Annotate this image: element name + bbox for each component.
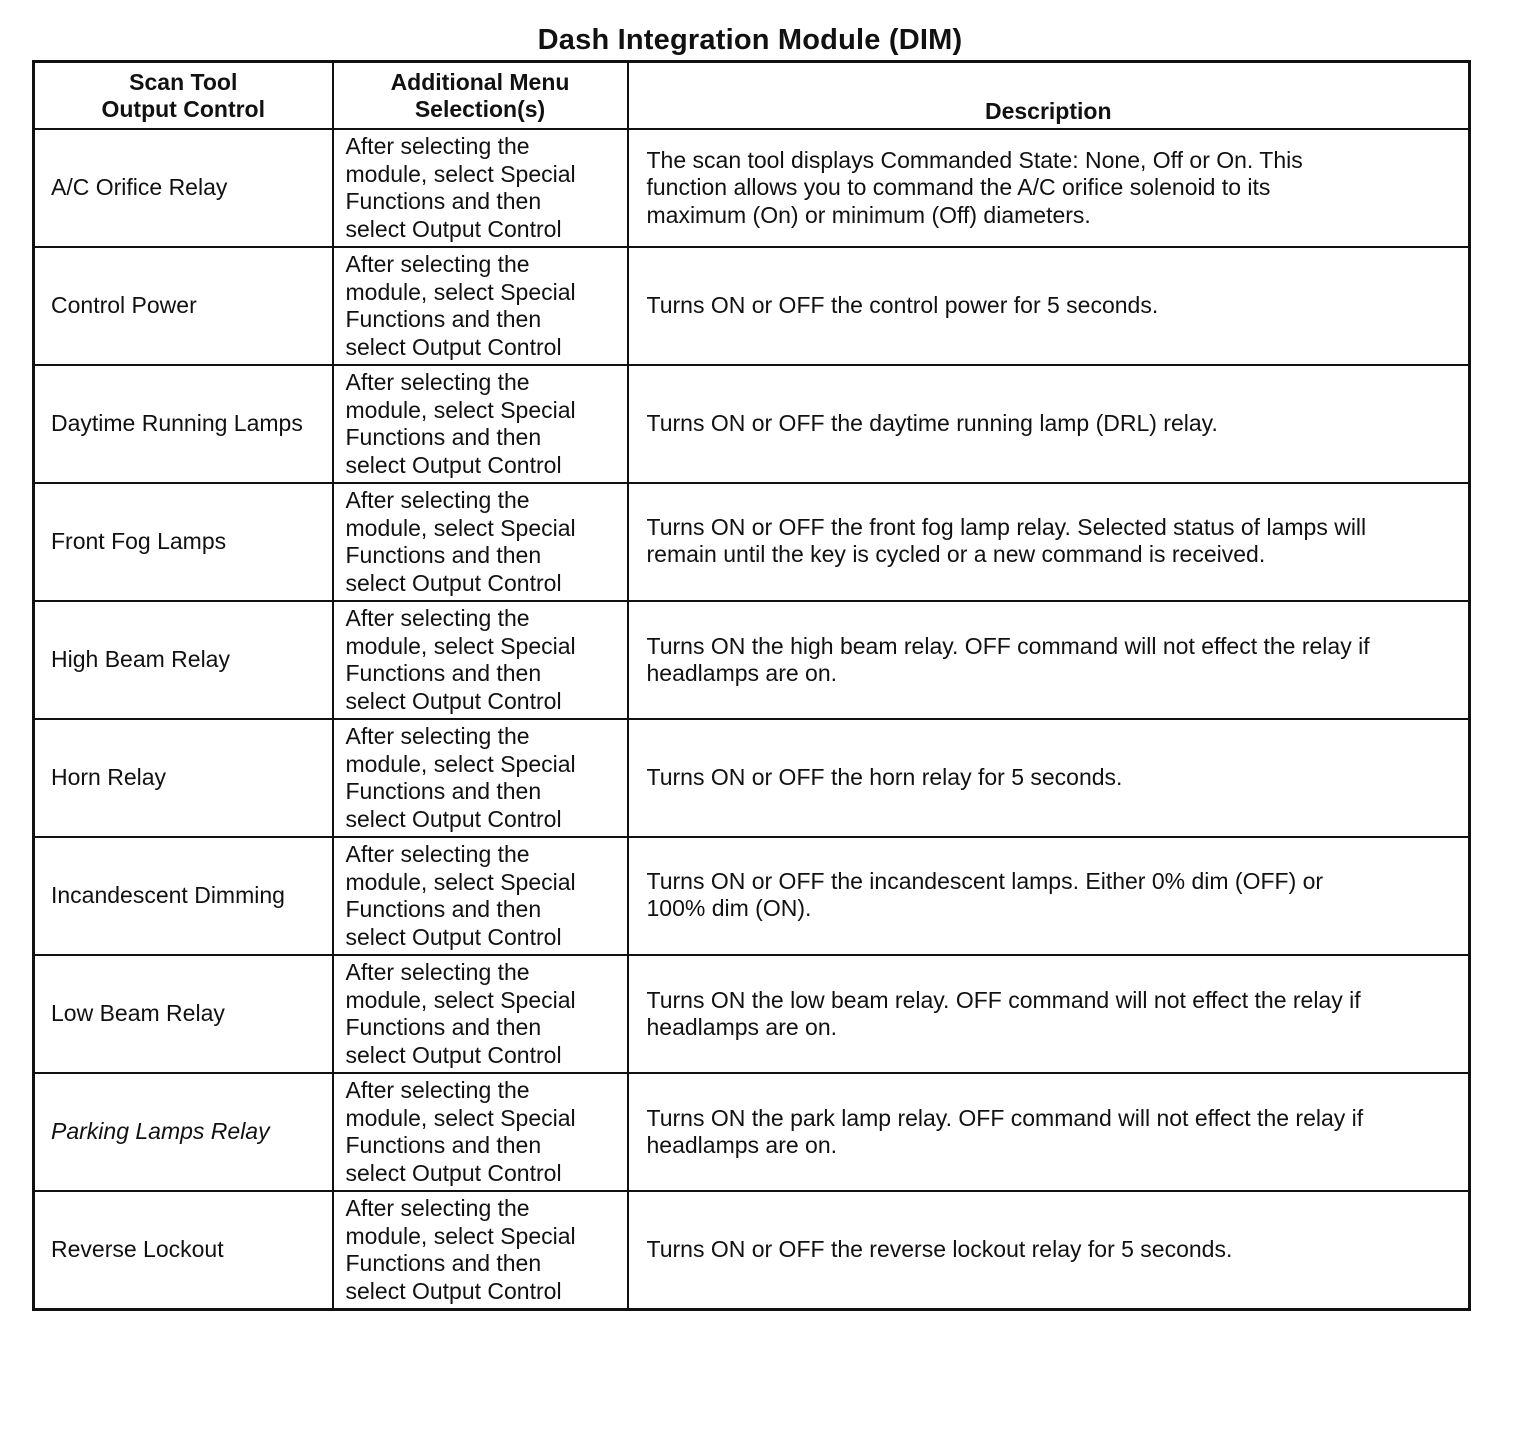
menu-line: module, select Special: [345, 632, 576, 659]
description-line: Turns ON or OFF the daytime running lamp (DRL) relay.: [646, 410, 1218, 437]
row-menu-selection: [333, 247, 628, 365]
header-control-line-2: Output Control: [101, 95, 265, 122]
menu-line: Functions and then: [345, 1250, 542, 1276]
row-description: [628, 365, 1470, 483]
menu-line: module, select Special: [345, 514, 576, 541]
description-line: remain until the key is cycled or a new command is received.: [646, 541, 1266, 567]
menu-line: Functions and then: [345, 778, 542, 804]
page-title: Dash Integration Module (DIM): [537, 24, 963, 56]
description-line: maximum (On) or minimum (Off) diameters.: [646, 201, 1091, 228]
menu-line: select Output Control: [345, 805, 562, 832]
menu-line: After selecting the: [345, 605, 530, 631]
description-line: Turns ON the low beam relay. OFF command will not effect the relay if: [646, 986, 1361, 1013]
menu-line: select Output Control: [345, 923, 562, 950]
table-row: [34, 601, 1470, 719]
menu-line: module, select Special: [345, 1104, 576, 1131]
description-line: The scan tool displays Commanded State: None, Off or On. This: [646, 146, 1303, 173]
row-output-control: A/C Orifice Relay: [34, 129, 333, 247]
row-description: [628, 1191, 1470, 1310]
menu-line: select Output Control: [345, 1159, 562, 1186]
row-description: [628, 247, 1470, 365]
menu-line: After selecting the: [345, 841, 530, 867]
row-menu-selection: [333, 1073, 628, 1191]
description-line: headlamps are on.: [646, 1014, 838, 1040]
menu-line: select Output Control: [345, 215, 562, 242]
menu-line: Functions and then: [345, 542, 542, 568]
row-description: [628, 1073, 1470, 1191]
row-description: [628, 955, 1470, 1073]
menu-line: module, select Special: [345, 986, 576, 1013]
header-description: Description: [628, 62, 1470, 130]
menu-line: After selecting the: [345, 1195, 530, 1221]
row-output-control: Low Beam Relay: [34, 955, 333, 1073]
description-line: headlamps are on.: [646, 660, 838, 686]
description-line: function allows you to command the A/C orifice solenoid to its: [646, 174, 1271, 201]
menu-line: select Output Control: [345, 451, 562, 478]
table-row: [34, 483, 1470, 601]
row-menu-selection: [333, 1191, 628, 1310]
menu-line: module, select Special: [345, 396, 576, 423]
menu-line: After selecting the: [345, 251, 530, 277]
row-description: [628, 601, 1470, 719]
menu-line: After selecting the: [345, 723, 530, 749]
menu-line: Functions and then: [345, 188, 542, 214]
description-line: Turns ON or OFF the incandescent lamps. Either 0% dim (OFF) or: [646, 867, 1324, 894]
row-menu-selection: [333, 483, 628, 601]
description-line: Turns ON the high beam relay. OFF command will not effect the relay if: [646, 632, 1370, 659]
description-line: headlamps are on.: [646, 1132, 838, 1158]
row-output-control: Front Fog Lamps: [34, 483, 333, 601]
row-menu-selection: [333, 129, 628, 247]
menu-line: select Output Control: [345, 687, 562, 714]
menu-line: select Output Control: [345, 1277, 562, 1304]
menu-line: After selecting the: [345, 487, 530, 513]
menu-line: Functions and then: [345, 306, 542, 332]
header-menu-line-1: Additional Menu: [390, 68, 570, 95]
menu-line: select Output Control: [345, 569, 562, 596]
menu-line: Functions and then: [345, 660, 542, 686]
menu-line: After selecting the: [345, 1077, 530, 1103]
row-description: [628, 483, 1470, 601]
menu-line: module, select Special: [345, 278, 576, 305]
description-line: Turns ON or OFF the front fog lamp relay. Selected status of lamps will: [646, 513, 1367, 540]
table-row: [34, 129, 1470, 247]
description-line: Turns ON the park lamp relay. OFF command will not effect the relay if: [646, 1104, 1364, 1131]
description-line: Turns ON or OFF the horn relay for 5 seconds.: [646, 764, 1123, 791]
table-row: [34, 1191, 1470, 1310]
header-scan-tool-output-control: [34, 62, 333, 130]
description-line: Turns ON or OFF the control power for 5 seconds.: [646, 292, 1159, 319]
menu-line: module, select Special: [345, 160, 576, 187]
row-output-control: High Beam Relay: [34, 601, 333, 719]
table-row: [34, 955, 1470, 1073]
row-description: [628, 129, 1470, 247]
row-menu-selection: [333, 601, 628, 719]
description-line: Turns ON or OFF the reverse lockout relay for 5 seconds.: [646, 1236, 1233, 1263]
menu-line: Functions and then: [345, 896, 542, 922]
table-row: [34, 1073, 1470, 1191]
row-menu-selection: [333, 719, 628, 837]
menu-line: module, select Special: [345, 1222, 576, 1249]
menu-line: After selecting the: [345, 133, 530, 159]
row-output-control: Incandescent Dimming: [34, 837, 333, 955]
menu-line: Functions and then: [345, 424, 542, 450]
row-menu-selection: [333, 837, 628, 955]
table-header-row: [34, 62, 1470, 130]
description-line: 100% dim (ON).: [646, 895, 812, 921]
menu-line: After selecting the: [345, 369, 530, 395]
table-row: [34, 837, 1470, 955]
row-output-control: Control Power: [34, 247, 333, 365]
row-output-control: Daytime Running Lamps: [34, 365, 333, 483]
menu-line: select Output Control: [345, 1041, 562, 1068]
header-menu-line-2: Selection(s): [414, 95, 546, 122]
row-menu-selection: [333, 365, 628, 483]
dim-output-control-table: [32, 60, 1471, 1311]
menu-line: module, select Special: [345, 868, 576, 895]
menu-line: select Output Control: [345, 333, 562, 360]
header-additional-menu-selections: [333, 62, 628, 130]
row-output-control: Parking Lamps Relay: [34, 1073, 333, 1191]
menu-line: module, select Special: [345, 750, 576, 777]
row-output-control: Horn Relay: [34, 719, 333, 837]
table-row: [34, 719, 1470, 837]
row-output-control: Reverse Lockout: [34, 1191, 333, 1310]
menu-line: Functions and then: [345, 1014, 542, 1040]
row-description: [628, 837, 1470, 955]
menu-line: Functions and then: [345, 1132, 542, 1158]
row-description: [628, 719, 1470, 837]
header-control-line-1: Scan Tool: [129, 68, 238, 95]
table-row: [34, 247, 1470, 365]
menu-line: After selecting the: [345, 959, 530, 985]
table-row: [34, 365, 1470, 483]
row-menu-selection: [333, 955, 628, 1073]
